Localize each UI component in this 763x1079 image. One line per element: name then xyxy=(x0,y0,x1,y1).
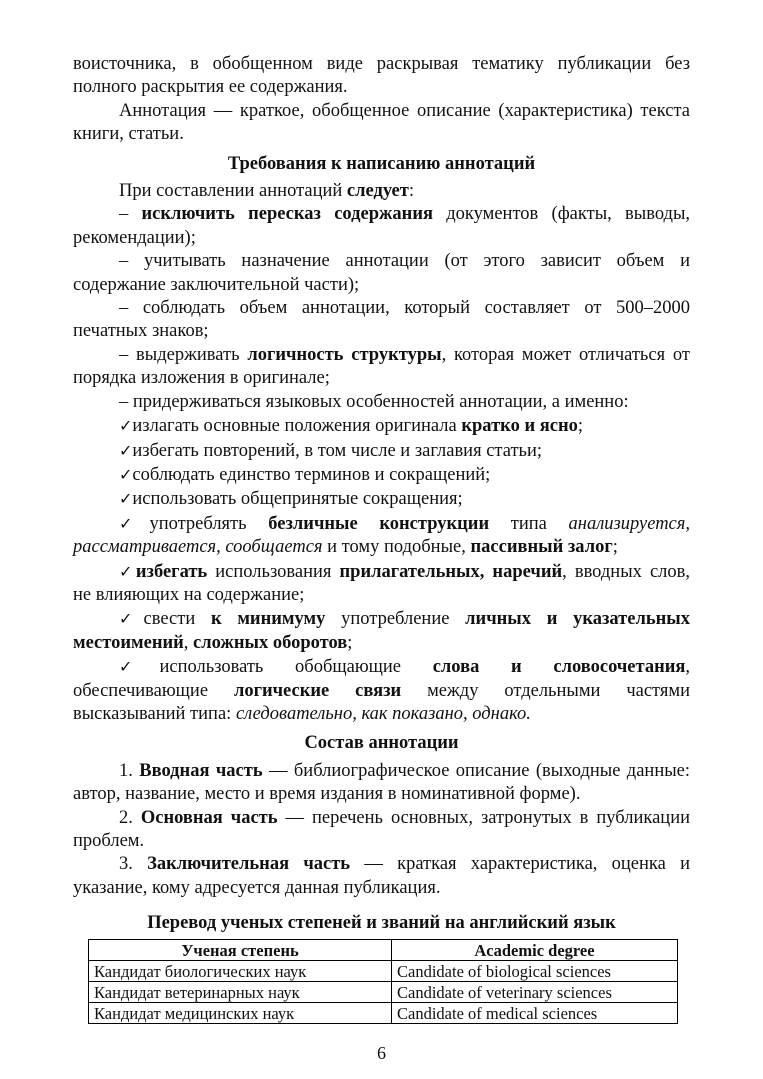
checkmark-icon: ✓ xyxy=(119,440,133,460)
structure-item-3: 3. Заключительная часть — краткая характеристика, оценка и указание, кому адресуется данная публикация. xyxy=(73,854,690,898)
section-heading-structure: Состав аннотации xyxy=(304,733,459,754)
requirement-item-1: – исключить пересказ содержания документов (факты, выводы, рекомендации); xyxy=(73,204,690,248)
table-cell: Candidate of veterinary sciences xyxy=(392,981,678,1002)
intro-paragraph-2: Аннотация — краткое, обобщенное описание (характеристика) текста книги, статьи. xyxy=(73,100,690,145)
table-title: Перевод ученых степеней и званий на английский язык xyxy=(147,913,616,934)
table-cell: Candidate of biological sciences xyxy=(392,960,678,981)
table-cell: Кандидат ветеринарных наук xyxy=(89,981,392,1002)
table-header-cell: Ученая степень xyxy=(89,939,392,960)
page-number: 6 xyxy=(377,1043,386,1063)
check-item-3: ✓соблюдать единство терминов и сокращений; xyxy=(119,464,491,485)
table-cell: Candidate of medical sciences xyxy=(392,1002,678,1023)
table-cell: Кандидат биологических наук xyxy=(89,960,392,981)
table-row xyxy=(89,960,678,981)
requirement-item-2: – учитывать назначение аннотации (от этого зависит объем и содержание заключительной части); xyxy=(73,251,690,295)
table-row xyxy=(89,981,678,1002)
table-header-cell: Academic degree xyxy=(392,939,678,960)
check-item-8: ✓использовать обобщающие слова и словосочетания, обеспечивающие логические связи между отдельными частями высказываний типа: следовательно, как показано, однако. xyxy=(73,657,691,724)
checkmark-icon: ✓ xyxy=(119,609,144,629)
table-cell: Кандидат медицинских наук xyxy=(89,1002,392,1023)
requirement-item-4: – выдерживать логичность структуры, которая может отличаться от порядка изложения в оригинале; xyxy=(73,344,690,389)
checkmark-icon: ✓ xyxy=(119,561,136,581)
check-item-5: ✓употреблять безличные конструкции типа анализируется, рассматривается, сообщается и тому подобные, пассивный залог; xyxy=(73,513,690,558)
checkmark-icon: ✓ xyxy=(119,657,160,677)
checkmark-icon: ✓ xyxy=(119,489,133,509)
intro-paragraph-1: воисточника, в обобщенном виде раскрывая тематику публикации без полного раскрытия ее содержания. xyxy=(73,54,690,98)
check-item-6: ✓избегать использования прилагательных, наречий, вводных слов, не влияющих на содержание; xyxy=(73,561,691,605)
requirements-lead: При составлении аннотаций следует: xyxy=(119,181,414,202)
requirement-item-5: – придерживаться языковых особенностей аннотации, а именно: xyxy=(119,391,629,412)
structure-item-1: 1. Вводная часть — библиографическое описание (выходные данные: автор, название, место и время издания в номинативной форме). xyxy=(73,760,691,805)
section-heading-requirements: Требования к написанию аннотаций xyxy=(227,153,536,174)
checkmark-icon: ✓ xyxy=(119,464,133,484)
check-item-1: ✓излагать основные положения оригинала кратко и ясно; xyxy=(119,416,583,437)
structure-item-2: 2. Основная часть — перечень основных, затронутых в публикации проблем. xyxy=(73,807,690,851)
requirement-item-3: – соблюдать объем аннотации, который составляет от 500–2000 печатных знаков; xyxy=(73,298,690,342)
check-item-7: ✓свести к минимуму употребление личных и указательных местоимений, сложных оборотов; xyxy=(73,609,691,653)
page-content xyxy=(73,53,690,1024)
check-item-4: ✓использовать общепринятые сокращения; xyxy=(119,489,463,510)
checkmark-icon: ✓ xyxy=(119,416,133,436)
checkmark-icon: ✓ xyxy=(119,513,150,533)
table-header-row xyxy=(89,939,678,960)
table-row xyxy=(89,1002,678,1023)
degrees-table xyxy=(88,939,678,1024)
check-item-2: ✓избегать повторений, в том числе и заглавия статьи; xyxy=(119,440,543,461)
